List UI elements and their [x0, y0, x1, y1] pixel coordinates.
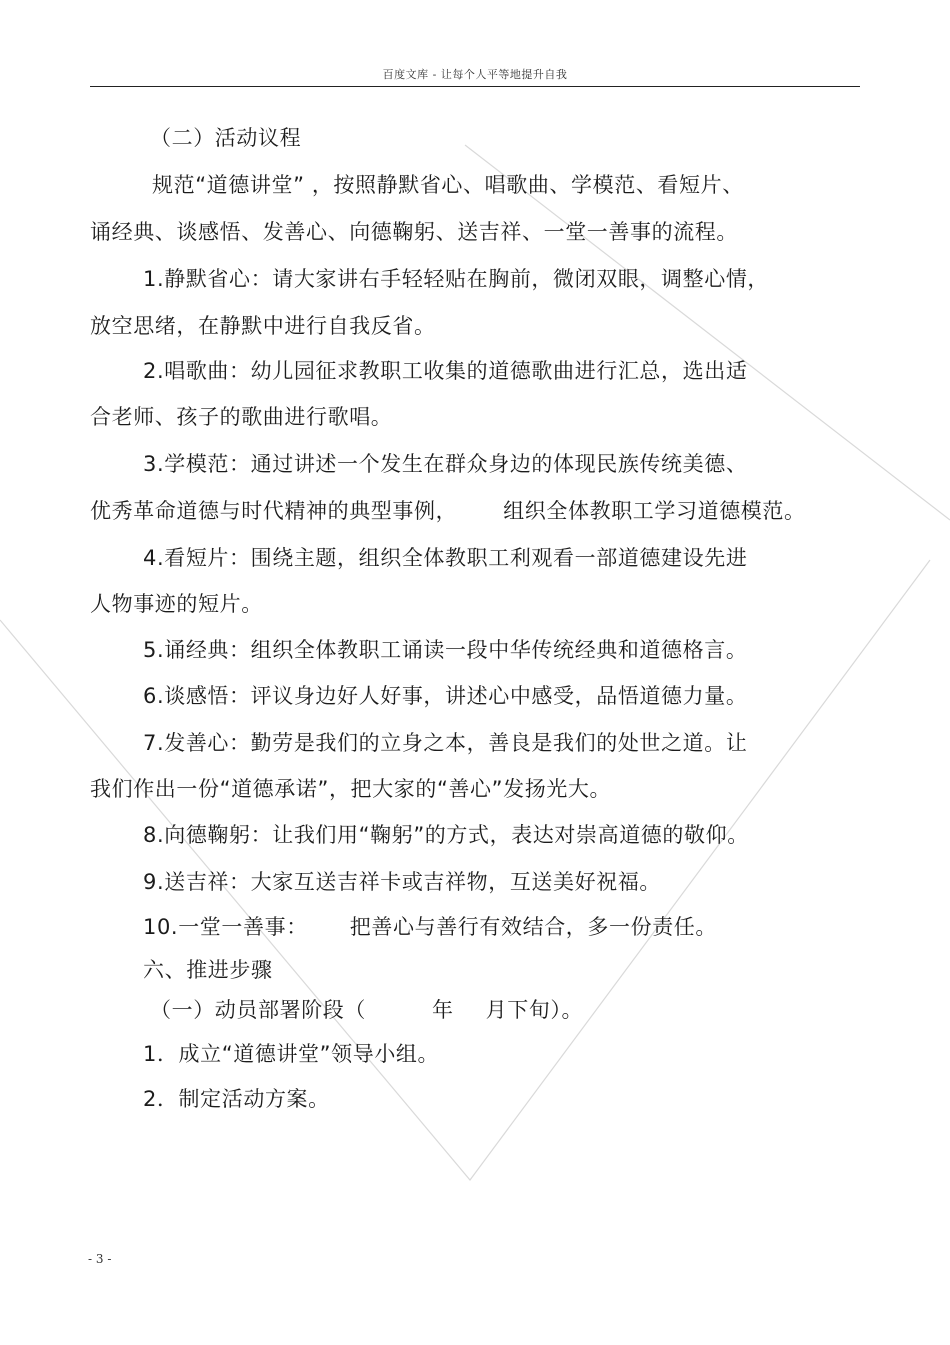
- paragraph-line: 规范“道德讲堂” ，按照静默省心、唱歌曲、学模范、看短片、: [152, 173, 744, 197]
- step-item-1: 1．成立“道德讲堂”领导小组。: [143, 1042, 440, 1066]
- page-header: 百度文库 - 让每个人平等地提升自我: [382, 68, 568, 81]
- agenda-item-8: 8.向德鞠躬：让我们用“鞠躬”的方式，表达对崇高道德的敬仰。: [143, 823, 749, 847]
- paragraph-line: [90, 497, 806, 525]
- section-heading-agenda: （二）活动议程: [150, 126, 302, 150]
- subsection-heading: [150, 996, 583, 1024]
- line-segment: 优秀革命道德与时代精神的典型事例，: [90, 499, 458, 523]
- paragraph-line: 诵经典、谈感悟、发善心、向德鞠躬、送吉祥、一堂一善事的流程。: [90, 220, 738, 244]
- agenda-item-3: 3.学模范：通过讲述一个发生在群众身边的体现民族传统美德、: [143, 452, 748, 476]
- agenda-item-10: [143, 913, 717, 941]
- paragraph-line: 我们作出一份“道德承诺”，把大家的“善心”发扬光大。: [90, 777, 612, 801]
- agenda-item-9: 9.送吉祥：大家互送吉祥卡或吉祥物，互送美好祝福。: [143, 870, 662, 894]
- agenda-item-4: 4.看短片：围绕主题，组织全体教职工利观看一部道德建设先进: [143, 546, 748, 570]
- line-segment: 组织全体教职工学习道德模范。: [503, 499, 806, 523]
- line-segment: 年: [432, 998, 454, 1022]
- page-number: - 3 -: [88, 1252, 112, 1266]
- line-segment: 月下旬）。: [485, 998, 584, 1022]
- agenda-item-7: 7.发善心：勤劳是我们的立身之本，善良是我们的处世之道。让: [143, 731, 748, 755]
- section-heading-steps: 六、推进步骤: [143, 958, 273, 982]
- line-segment: （一）动员部署阶段（: [150, 998, 366, 1022]
- line-segment: 把善心与善行有效结合，多一份责任。: [349, 915, 717, 939]
- agenda-item-1: 1.静默省心：请大家讲右手轻轻贴在胸前，微闭双眼，调整心情，: [143, 267, 770, 291]
- paragraph-line: 合老师、孩子的歌曲进行歌唱。: [90, 405, 393, 429]
- agenda-item-2: 2.唱歌曲：幼儿园征求教职工收集的道德歌曲进行汇总，选出适: [143, 359, 748, 383]
- agenda-item-5: 5.诵经典：组织全体教职工诵读一段中华传统经典和道德格言。: [143, 638, 748, 662]
- line-segment: 10.一堂一善事：: [143, 915, 308, 939]
- header-divider: [90, 86, 860, 87]
- step-item-2: 2．制定活动方案。: [143, 1087, 330, 1111]
- paragraph-line: 人物事迹的短片。: [90, 592, 263, 616]
- agenda-item-6: 6.谈感悟：评议身边好人好事，讲述心中感受，品悟道德力量。: [143, 684, 748, 708]
- paragraph-line: 放空思绪，在静默中进行自我反省。: [90, 314, 436, 338]
